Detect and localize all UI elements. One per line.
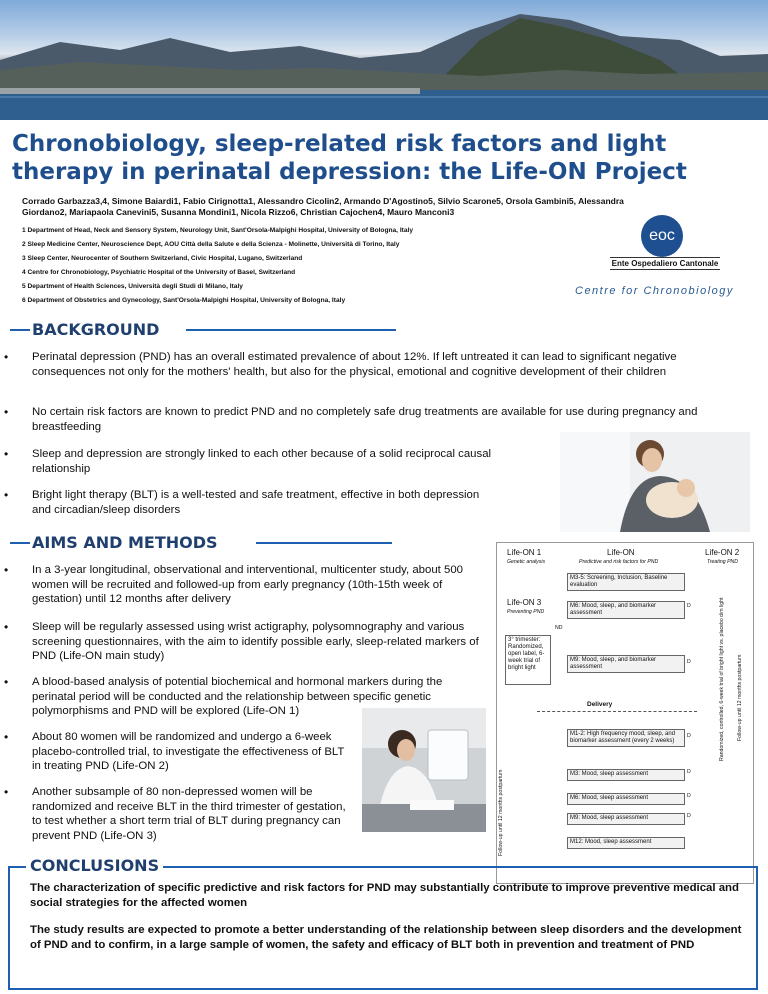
diagram-lifeon2-subtitle: Treating PND <box>707 559 739 565</box>
bullet-marker: • <box>4 405 9 419</box>
affiliation-4: 4 Centre for Chronobiology, Psychiatric Hospital of the University of Basel, Switzerland <box>22 269 296 276</box>
institution-logo <box>575 215 740 305</box>
conclusions-paragraph-1: The characterization of specific predictive and risk factors for PND may substantially contribute to improve preventive medical and social strategies for the affected women <box>30 882 739 909</box>
eoc-logo-mark: eoc <box>641 215 683 257</box>
centre-for-chronobiology-logo: Centre for Chronobiology <box>575 285 734 297</box>
bullet-marker: • <box>4 785 9 799</box>
diagram-d-label: D <box>687 769 691 775</box>
bullet-marker: • <box>4 563 9 577</box>
affiliation-6: 6 Department of Obstetrics and Gynecology, Sant'Orsola-Malpighi Hospital, University of Bologna, Italy <box>22 297 346 304</box>
background-rule-right <box>186 329 396 331</box>
bullet-marker: • <box>4 620 9 634</box>
bullet-marker: • <box>4 675 9 689</box>
diagram-d-label: D <box>687 813 691 819</box>
diagram-lifeon3-title: Life-ON 3 <box>507 598 542 607</box>
diagram-m3-box: M3: Mood, sleep assessment <box>567 769 685 781</box>
bullet-marker: • <box>4 447 9 461</box>
diagram-lifeon1-title: Life-ON 1 <box>507 548 542 557</box>
mother-baby-photo <box>560 432 750 532</box>
diagram-lifeon1-subtitle: Genetic analysis <box>507 559 546 565</box>
bullet-marker: • <box>4 488 9 502</box>
poster-title: Chronobiology, sleep-related risk factors and light therapy in perinatal depression: the Life-ON Project <box>12 131 687 185</box>
affiliation-1: 1 Department of Head, Neck and Sensory System, Neurology Unit, Sant'Orsola-Malpighi Hospital, University of Bologna, Italy <box>22 227 414 234</box>
diagram-lifeon2-title: Life-ON 2 <box>705 548 740 557</box>
diagram-m9b-box: M9: Mood, sleep assessment <box>567 813 685 825</box>
conclusions-heading: CONCLUSIONS <box>26 856 163 875</box>
diagram-rct-label: Randomized, controlled, 6-week trial of bright light vs. placebo dim light <box>719 597 725 761</box>
aims-bullet-1: In a 3-year longitudinal, observational and interventional, multicenter study, about 500 women will be recruited and followed-up from early pregnancy (10th-15th week of gestation) until 12 months after delivery <box>32 564 464 605</box>
aims-heading: AIMS AND METHODS <box>32 533 218 552</box>
background-rule-left <box>10 329 30 331</box>
diagram-nd-label: ND <box>555 625 563 631</box>
diagram-m9-box: M9: Mood, sleep, and biomarker assessment <box>567 655 685 673</box>
diagram-followup-right-label: Follow-up until 12 months postpartum <box>737 654 743 741</box>
affiliation-3: 3 Sleep Center, Neurocenter of Southern Switzerland, Civic Hospital, Lugano, Switzerland <box>22 255 303 262</box>
aims-bullet-2: Sleep will be regularly assessed using wrist actigraphy, polysomnography and various screening questionnaires, with the aim to identify possible early, sleep-related markers of PND (Life-ON main study) <box>32 621 479 662</box>
conclusions-paragraph-2: The study results are expected to promote a better understanding of the relationship between sleep disorders and the development of PND and to confirm, in a large sample of women, the safety and efficacy of BLT both in prevention and treatment of PND <box>30 924 742 951</box>
background-bullet-1: Perinatal depression (PND) has an overall estimated prevalence of about 12%. If left untreated it can lead to significant negative consequences not only for the mothers' health, but also for the physical, emotional and cognitive development of their children <box>32 351 677 378</box>
aims-bullet-4: About 80 women will be randomized and undergo a 6-week placebo-controlled trial, to investigate the effectiveness of BLT in treating PND (Life-ON 2) <box>32 731 345 772</box>
aims-bullet-3: A blood-based analysis of potential biochemical and hormonal markers during the perinatal period will be conducted and the relationship between specific genetic polymorphisms and PND will be explored (Life-ON 1) <box>32 676 443 717</box>
diagram-m6b-box: M6: Mood, sleep assessment <box>567 793 685 805</box>
background-bullet-4: Bright light therapy (BLT) is a well-tested and safe treatment, effective in both depression and circadian/sleep disorders <box>32 489 480 516</box>
diagram-lifeon-subtitle: Predictive and risk factors for PND <box>579 559 659 565</box>
light-therapy-photo <box>362 708 486 832</box>
diagram-m6-box: M6: Mood, sleep, and biomarker assessment <box>567 601 685 619</box>
diagram-m1-2-box: M1-2: High frequency mood, sleep, and biomarker assessment (every 2 weeks) <box>567 729 685 747</box>
aims-rule-left <box>10 542 30 544</box>
background-bullet-3: Sleep and depression are strongly linked to each other because of a solid reciprocal causal relationship <box>32 448 492 475</box>
diagram-lifeon-title: Life-ON <box>607 548 635 557</box>
bullet-marker: • <box>4 350 9 364</box>
affiliation-2: 2 Sleep Medicine Center, Neuroscience Dept, AOU Città della Salute e della Scienza - Molinette, Università di Torino, Italy <box>22 241 400 248</box>
diagram-d-label: D <box>687 733 691 739</box>
diagram-delivery-label: Delivery <box>587 701 613 708</box>
bullet-marker: • <box>4 730 9 744</box>
diagram-delivery-line <box>537 711 697 712</box>
background-bullet-2: No certain risk factors are known to predict PND and no completely safe drug treatments are available for use during pregnancy and breastfeeding <box>32 406 698 433</box>
diagram-d-label: D <box>687 659 691 665</box>
affiliation-5: 5 Department of Health Sciences, Università degli Studi di Milano, Italy <box>22 283 243 290</box>
diagram-lifeon3-subtitle: Preventing PND <box>507 609 545 615</box>
aims-bullet-5: Another subsample of 80 non-depressed women will be randomized and receive BLT in the third trimester of gestation, to test whether a short term trial of BLT during pregnancy can prevent PND (Life-ON 3) <box>32 786 346 842</box>
eoc-name: Ente Ospedaliero Cantonale <box>611 259 719 268</box>
diagram-m12-box: M12: Mood, sleep assessment <box>567 837 685 849</box>
header-banner-photo <box>0 0 768 120</box>
author-list: Corrado Garbazza3,4, Simone Baiardi1, Fabio Cirignotta1, Alessandro Cicolin2, Armando D'Agostino5, Silvio Scarone5, Orsola Gambini5, Alessandra Giordano2, Mariapaola Canevini5, Susanna Mondini1, Nicola Rizzo6, Christian Cajochen4, Mauro Manconi3 <box>22 196 624 217</box>
diagram-m3-5-box: M3-5: Screening, Inclusion, Baseline evaluation <box>567 573 685 591</box>
diagram-trimester-box: 3° trimester: Randomized, open label, 6-week trial of bright light <box>505 635 551 685</box>
diagram-d-label: D <box>687 793 691 799</box>
background-heading: BACKGROUND <box>32 320 160 339</box>
diagram-followup-left-label: Follow-up until 12 months postpartum <box>498 769 504 856</box>
aims-rule-right <box>256 542 392 544</box>
study-design-diagram <box>496 542 754 884</box>
diagram-d-label: D <box>687 603 691 609</box>
